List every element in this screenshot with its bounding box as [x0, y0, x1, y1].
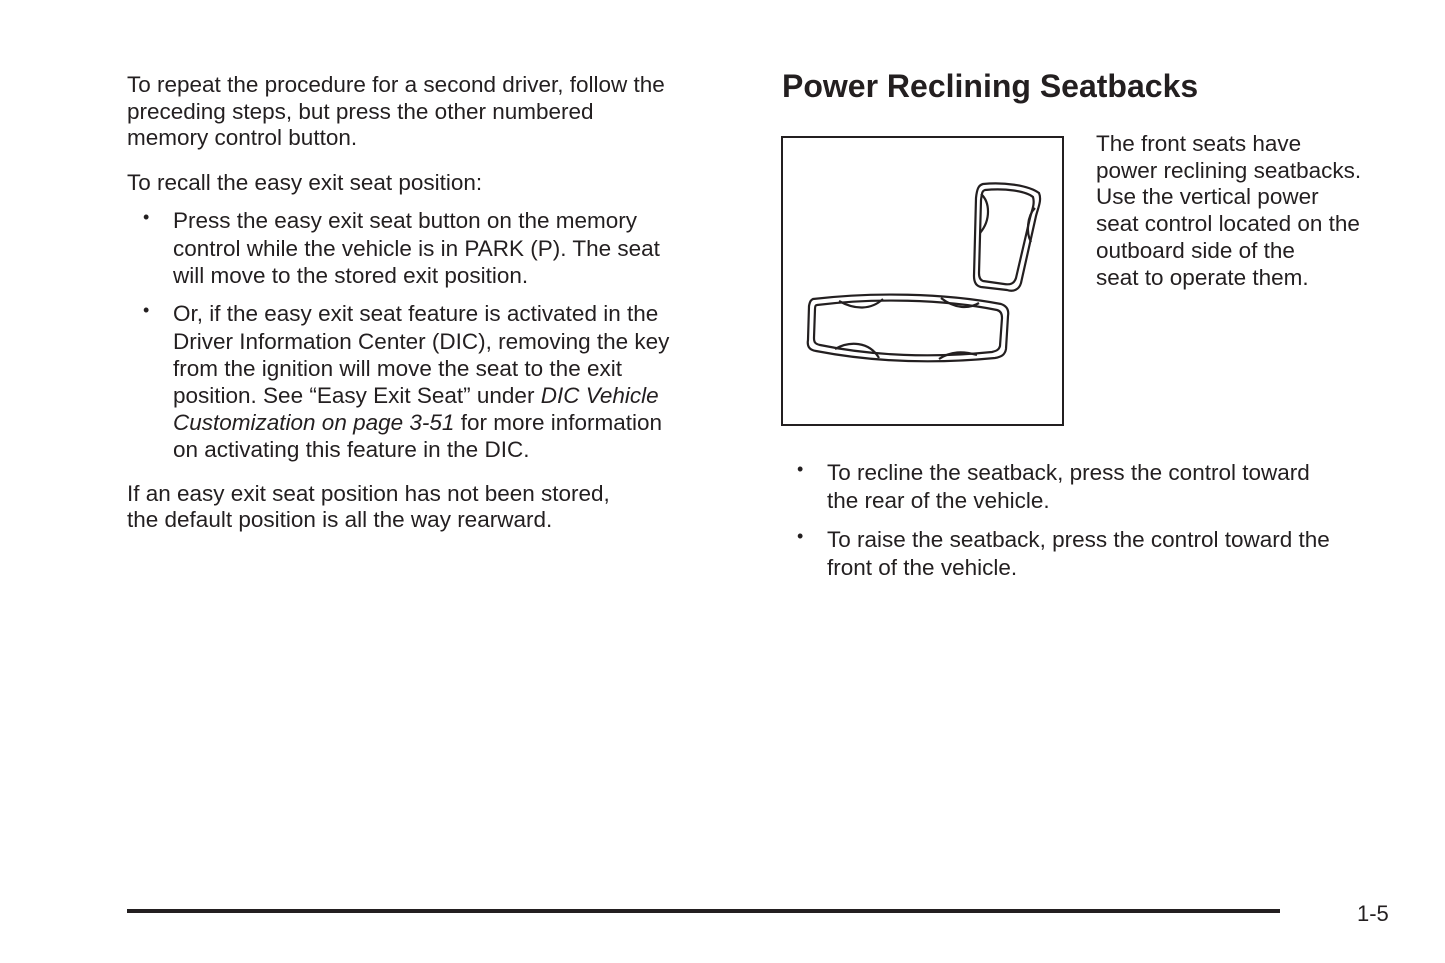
bullet-icon: •	[143, 300, 150, 320]
figure-caption-line: The front seats have	[1096, 131, 1302, 156]
paragraph-line: memory control button.	[127, 125, 358, 150]
seat-control-figure	[781, 136, 1064, 426]
page-number: 1-5	[1357, 901, 1389, 926]
figure-caption-line: outboard side of the	[1096, 238, 1295, 263]
bullet-icon: •	[797, 459, 804, 479]
bullet-item-line: front of the vehicle.	[827, 555, 1018, 580]
figure-caption-line: seat control located on the	[1096, 211, 1360, 236]
paragraph-line: If an easy exit seat position has not been stored,	[127, 481, 610, 506]
bullet-item-line: Driver Information Center (DIC), removing the key	[173, 329, 670, 354]
bullet-icon: •	[797, 526, 804, 546]
bullet-item-line: Press the easy exit seat button on the memory	[173, 208, 637, 233]
bullet-item-line: from the ignition will move the seat to the exit	[173, 356, 622, 381]
paragraph-line: To repeat the procedure for a second driver, follow the	[127, 72, 665, 97]
paragraph-line: preceding steps, but press the other numbered	[127, 99, 594, 124]
figure-caption-line: seat to operate them.	[1096, 265, 1309, 290]
footer-rule	[127, 909, 1280, 913]
section-heading: Power Reclining Seatbacks	[782, 68, 1199, 104]
paragraph-line: the default position is all the way rearward.	[127, 507, 553, 532]
cross-reference-text: Customization on page 3-51	[173, 410, 455, 435]
bullet-item-line: To raise the seatback, press the control toward the	[827, 527, 1330, 552]
bullet-icon: •	[143, 207, 150, 227]
bullet-item-line: Or, if the easy exit seat feature is activated in the	[173, 301, 659, 326]
text-segment: position. See “Easy Exit Seat” under	[173, 383, 541, 408]
cross-reference-text: DIC Vehicle	[540, 383, 659, 408]
bullet-item-line: the rear of the vehicle.	[827, 488, 1050, 513]
bullet-item-line	[173, 383, 659, 409]
figure-caption-line: power reclining seatbacks.	[1096, 158, 1362, 183]
bullet-item-line: will move to the stored exit position.	[173, 263, 529, 288]
bullet-item-line: To recline the seatback, press the control toward	[827, 460, 1310, 485]
power-seat-control-illustration-icon	[783, 138, 1062, 424]
bullet-item-line: on activating this feature in the DIC.	[173, 437, 530, 462]
figure-caption-line: Use the vertical power	[1096, 184, 1319, 209]
bullet-item-line	[173, 410, 662, 436]
text-segment: for more information	[454, 410, 663, 435]
bullet-item-line: control while the vehicle is in PARK (P). The seat	[173, 236, 660, 261]
paragraph-line: To recall the easy exit seat position:	[127, 170, 483, 195]
